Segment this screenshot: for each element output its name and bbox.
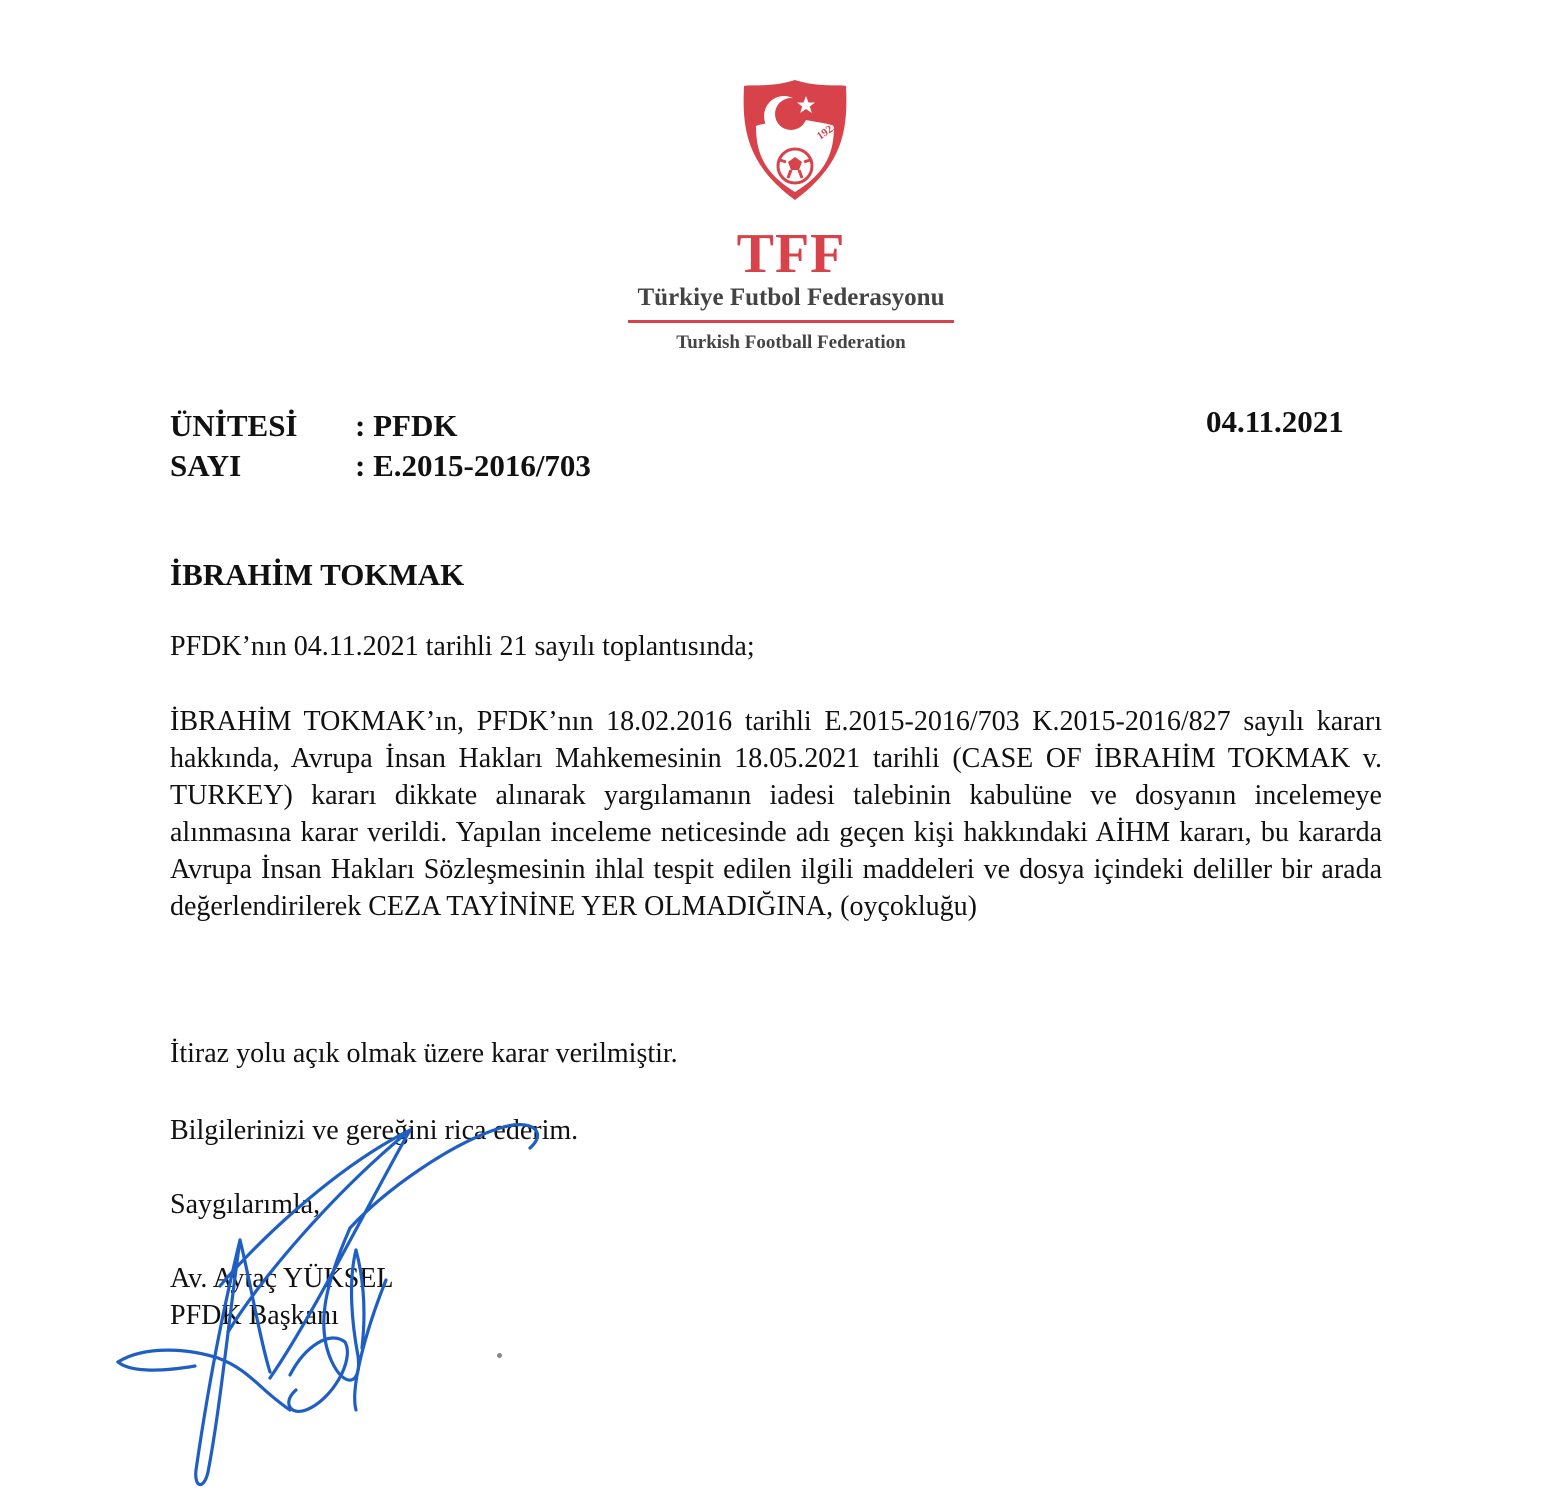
- document-date: 04.11.2021: [1206, 404, 1344, 439]
- closing-text: Saygılarımla,: [170, 1189, 321, 1220]
- number-label: SAYI: [170, 448, 242, 483]
- signer-title: PFDK Başkanı: [170, 1300, 339, 1331]
- brand-name-tr: Türkiye Futbol Federasyonu: [637, 284, 945, 311]
- brand-divider: [628, 320, 954, 323]
- brand-abbreviation: TFF: [736, 223, 846, 285]
- recipient-name: İBRAHİM TOKMAK: [170, 557, 465, 592]
- objection-paragraph: İtiraz yolu açık olmak üzere karar verilmiştir.: [170, 1038, 678, 1069]
- unit-label: ÜNİTESİ: [170, 408, 298, 443]
- tff-crest-logo: [740, 78, 850, 202]
- intro-paragraph: PFDK’nın 04.11.2021 tarihli 21 sayılı toplantısında;: [170, 631, 755, 662]
- handwritten-signature: [100, 1110, 660, 1500]
- unit-value: : PFDK: [355, 408, 458, 443]
- request-paragraph: Bilgilerinizi ve gereğini rica ederim.: [170, 1115, 579, 1146]
- number-value: : E.2015-2016/703: [355, 448, 591, 483]
- signer-name: Av. Aytaç YÜKSEL: [170, 1263, 394, 1294]
- scan-speck: [497, 1353, 502, 1358]
- svg-text:1923: 1923: [814, 120, 840, 143]
- decision-paragraph: İBRAHİM TOKMAK’ın, PFDK’nın 18.02.2016 tarihli E.2015-2016/703 K.2015-2016/827 sayılı kararı hakkında, Avrupa İnsan Hakları Mahkemesinin 18.05.2021 tarihli (CASE OF İBRAHİM TOKMAK v. TURKEY) kararı dikkate alınarak yargılamanın iadesi talebinin kabulüne ve dosyanın incelemeye alınmasına karar verildi. Yapılan inceleme neticesinde adı geçen kişi hakkındaki AİHM kararı, bu kararda Avrupa İnsan Hakları Sözleşmesinin ihlal tespit edilen ilgili maddeleri ve dosya içindeki deliller bir arada değerlendirilerek CEZA TAYİNİNE YER OLMADIĞINA, (oyçokluğu): [170, 706, 1382, 922]
- brand-name-en: Turkish Football Federation: [676, 332, 906, 353]
